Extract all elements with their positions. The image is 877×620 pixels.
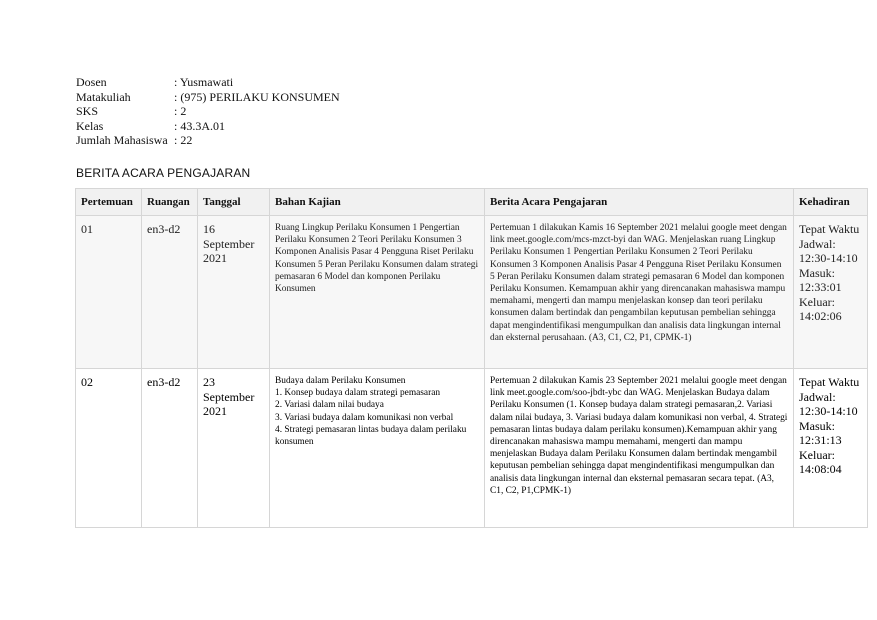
cell-kehadiran: Tepat Waktu Jadwal: 12:30-14:10 Masuk: 12:31:13 Keluar: 14:08:04 bbox=[794, 369, 868, 528]
cell-berita-acara: Pertemuan 2 dilakukan Kamis 23 September 2021 melalui google meet dengan link meet.google.com/soo-jbdt-ybc dan WAG. Menjelaskan Budaya dalam Perilaku Konsumen (1. Konsep budaya dalam strategi pemasaran,2. Variasi dalam nilai budaya, 3. Variasi budaya dalam komunikasi non verbal, 4. Strategi pemasaran lintas budaya dalam perilaku konsumen).Kemampuan akhir yang direncanakan mahasiswa mampu memahami, mengerti dan mampu menjelaskan Budaya dalam Perilaku Konsumen dalam bertindak mengambil keputusan pembelian sehingga dapat mengindentifikasi mengumpulkan dan analisis data lingkungan internal dan eksternal pemasaran secara tepat. (A3, C1, C2, P1,CPMK-1) bbox=[485, 369, 794, 528]
info-label: Matakuliah bbox=[76, 89, 131, 104]
info-label: Jumlah Mahasiswa bbox=[76, 133, 168, 148]
cell-berita-acara: Pertemuan 1 dilakukan Kamis 16 September 2021 melalui google meet dengan link meet.google.com/mcs-mzct-byi dan WAG. Menjelaskan ruang Lingkup Perilaku Konsumen 1 Pengertian Perilaku Konsumen 2 Teori Perilaku Konsumen 3 Komponen Analisis Pasar 4 Pengguna Riset Perilaku Konsumen 5 Peran Perilaku Konsumen dalam strategi pemasaran 6 Model dan komponen Perilaku Konsumen. Kemampuan akhir yang direncanakan mahasiswa mampu memahami, mengerti dan mampu menjelaskan konsep dan teori perilaku konsumen dalam bertindak dan pengambilan keputusan pembelian sehingga dapat mengindentifikasi mengumpulkan dan analisis data lingkungan internal dan eksternal perusahaan. (A3, C1, C2, P1, CPMK-1) bbox=[485, 216, 794, 369]
info-row-matakuliah bbox=[76, 90, 340, 105]
table-header-row bbox=[76, 189, 868, 216]
info-row-sks bbox=[76, 104, 340, 119]
cell-pertemuan: 02 bbox=[76, 369, 142, 528]
cell-kehadiran: Tepat Waktu Jadwal: 12:30-14:10 Masuk: 12:33:01 Keluar: 14:02:06 bbox=[794, 216, 868, 369]
table-row bbox=[76, 216, 868, 369]
cell-tanggal: 16 September 2021 bbox=[198, 216, 270, 369]
header-kehadiran: Kehadiran bbox=[794, 189, 868, 216]
cell-pertemuan: 01 bbox=[76, 216, 142, 369]
header-ruangan: Ruangan bbox=[142, 189, 198, 216]
info-label: Kelas bbox=[76, 118, 104, 133]
info-row-dosen bbox=[76, 75, 340, 90]
course-info bbox=[76, 75, 340, 148]
info-value: : 43.3A.01 bbox=[174, 118, 225, 133]
info-value: : Yusmawati bbox=[174, 75, 234, 89]
cell-bahan-kajian: Budaya dalam Perilaku Konsumen 1. Konsep budaya dalam strategi pemasaran 2. Variasi dalam nilai budaya 3. Variasi budaya dalam komunikasi non verbal 4. Strategi pemasaran lintas budaya dalam perilaku konsumen bbox=[270, 369, 485, 528]
info-row-kelas bbox=[76, 119, 340, 134]
info-label: Dosen bbox=[76, 75, 107, 89]
header-tanggal: Tanggal bbox=[198, 189, 270, 216]
cell-bahan-kajian: Ruang Lingkup Perilaku Konsumen 1 Pengertian Perilaku Konsumen 2 Teori Perilaku Konsumen 3 Komponen Analisis Pasar 4 Pengguna Riset Perilaku Konsumen 5 Peran Perilaku Konsumen dalam strategi pemasaran 6 Model dan komponen Perilaku Konsumen bbox=[270, 216, 485, 369]
header-pertemuan: Pertemuan bbox=[76, 189, 142, 216]
info-value: : 2 bbox=[174, 104, 187, 119]
cell-tanggal: 23 September 2021 bbox=[198, 369, 270, 528]
cell-ruangan: en3-d2 bbox=[142, 216, 198, 369]
teaching-record-table bbox=[75, 188, 868, 528]
info-label: SKS bbox=[76, 104, 99, 119]
header-berita-acara: Berita Acara Pengajaran bbox=[485, 189, 794, 216]
page-title: BERITA ACARA PENGAJARAN bbox=[76, 166, 251, 180]
info-value: : (975) PERILAKU KONSUMEN bbox=[174, 89, 340, 104]
cell-ruangan: en3-d2 bbox=[142, 369, 198, 528]
table-row bbox=[76, 369, 868, 528]
info-value: : 22 bbox=[174, 133, 193, 148]
header-bahan-kajian: Bahan Kajian bbox=[270, 189, 485, 216]
info-row-jumlah-mahasiswa bbox=[76, 133, 340, 148]
